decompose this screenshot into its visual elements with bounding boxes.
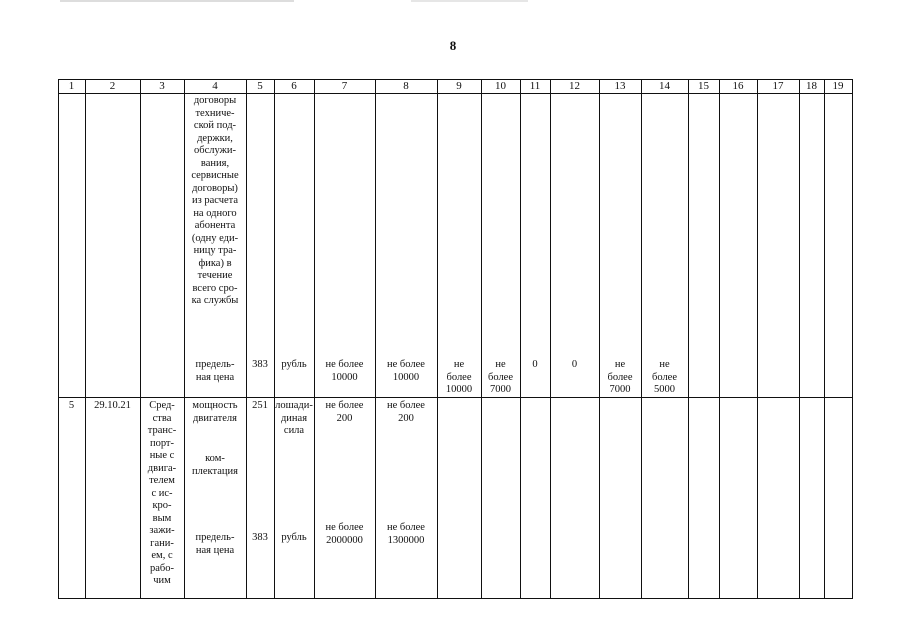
header-col-18: 18: [806, 80, 817, 92]
page-number: 8: [449, 38, 457, 53]
row2-col2-date: 29.10.21: [94, 400, 131, 411]
header-col-15: 15: [698, 80, 709, 92]
header-col-3: 3: [159, 80, 165, 92]
header-col-1: 1: [68, 80, 75, 92]
col-border: [688, 79, 689, 598]
row1-col9: не более 10000: [445, 359, 473, 395]
header-col-17: 17: [772, 80, 784, 92]
row1-col14: не более 5000: [651, 359, 677, 395]
header-col-6: 6: [291, 80, 297, 92]
col-border: [824, 79, 825, 598]
row1-col13: не более 7000: [607, 359, 633, 395]
header-col-4: 4: [212, 80, 218, 92]
col-border: [550, 79, 551, 598]
col-border: [314, 79, 315, 598]
row2-col1-number: 5: [68, 400, 75, 411]
col-border: [274, 79, 275, 598]
col-border: [757, 79, 758, 598]
row1-col10: не более 7000: [487, 359, 513, 395]
row1-col12: 0: [571, 359, 578, 370]
col-border: [437, 79, 438, 598]
header-col-7: 7: [341, 80, 348, 92]
header-col-8: 8: [403, 80, 409, 92]
header-col-13: 13: [614, 80, 626, 92]
col-border: [599, 79, 600, 598]
row1-col6: рубль: [281, 359, 307, 370]
row2-col7-power-value: не более 200: [325, 400, 364, 424]
row2-col4-power-label: мощность двигателя: [192, 400, 238, 424]
row2-col4-equipment-label: ком- плектация: [192, 453, 238, 477]
header-col-12: 12: [569, 80, 580, 92]
row1-col5: 383: [252, 359, 268, 370]
row1-col7: не более 10000: [325, 359, 364, 383]
col-border: [852, 79, 853, 598]
col-border: [246, 79, 247, 598]
row2-col6-power-unit: лошади- диная сила: [275, 400, 313, 436]
row1-col4-description: договоры техниче- ской под- держки, обслужи- вания, сервисные договоры) из расчета на одного абонента (одну еди- ницу тра- фика) в течение всего сро- ка службы: [191, 95, 239, 306]
row2-col6-price-unit: рубль: [281, 532, 307, 543]
row2-col8-power-value: не более 200: [387, 400, 425, 424]
row2-col5-price-code: 383: [252, 532, 268, 543]
row2-col8-price-value: не более 1300000: [387, 522, 425, 546]
header-col-9: 9: [456, 80, 462, 92]
row2-col3-name: Сред- ства транс- порт- ные с двига- телем с ис- кро- вым зажи- гани- ем, с рабо- чим: [147, 400, 177, 586]
data-table: [58, 79, 853, 598]
header-col-5: 5: [257, 80, 263, 92]
row-separator: [58, 397, 853, 398]
header-col-11: 11: [529, 80, 541, 92]
header-bottom-border: [58, 93, 853, 94]
header-col-16: 16: [732, 80, 744, 92]
col-border: [85, 79, 86, 598]
header-col-19: 19: [832, 80, 844, 92]
row2-col5-power-code: 251: [252, 400, 268, 411]
table-bottom-border: [58, 598, 853, 599]
col-border: [719, 79, 720, 598]
row1-col4-price-label: предель- ная цена: [195, 359, 235, 383]
col-border: [520, 79, 521, 598]
row2-col7-price-value: не более 2000000: [325, 522, 364, 546]
col-border: [799, 79, 800, 598]
header-col-10: 10: [495, 80, 506, 92]
col-border: [481, 79, 482, 598]
row2-col4-price-label: предель- ная цена: [195, 532, 235, 556]
col-border: [641, 79, 642, 598]
header-col-14: 14: [659, 80, 670, 92]
col-border: [58, 79, 59, 598]
header-col-2: 2: [109, 80, 116, 92]
row1-col11: 0: [532, 359, 538, 370]
row1-col8: не более 10000: [387, 359, 425, 383]
top-edge-marks: [60, 0, 840, 2]
col-border: [375, 79, 376, 598]
